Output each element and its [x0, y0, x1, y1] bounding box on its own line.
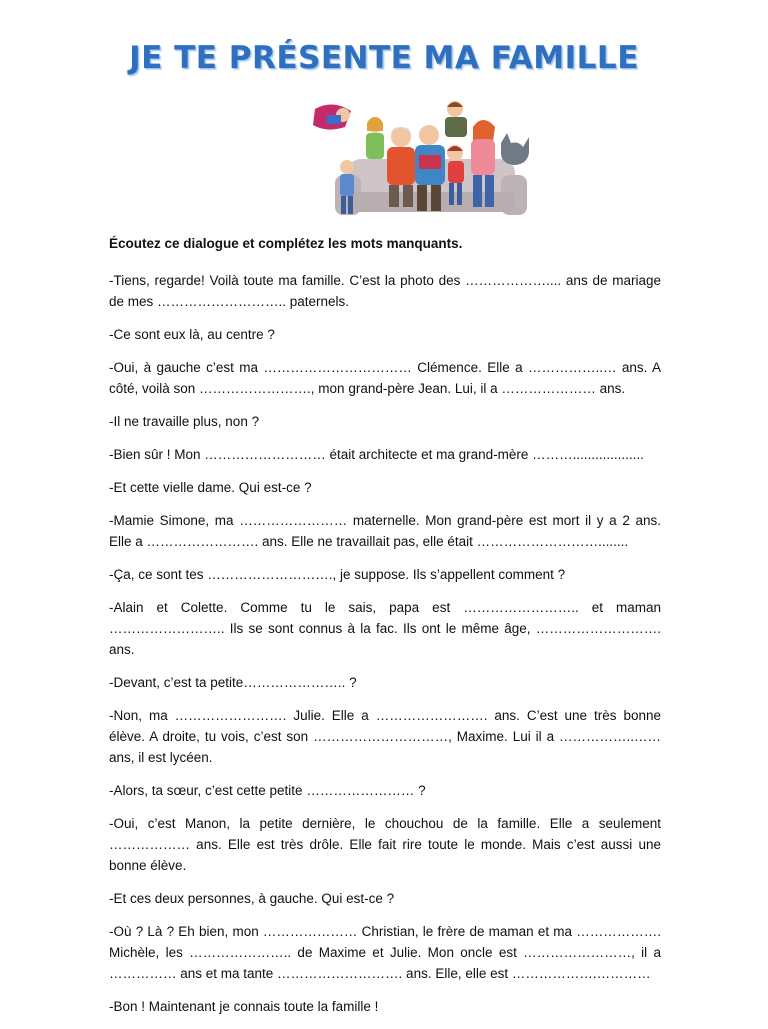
- instruction-text: Écoutez ce dialogue et complétez les mots manquants.: [109, 236, 463, 251]
- dialogue-line: -Mamie Simone, ma …………………… maternelle. Mon grand-père est mort il y a 2 ans. Elle a ……………………. ans. Elle ne travaillait pas, elle était ………………………........: [109, 513, 661, 549]
- dialogue-line: -Alors, ta sœur, c’est cette petite …………………… ?: [109, 783, 426, 798]
- dialogue-line: -Non, ma ……………………. Julie. Elle a ……………………. ans. C’est une très bonne élève. A droite, tu vois, c’est son …………………………, Maxime. Lui il a ……………..…… ans, il est lycéen.: [109, 708, 661, 765]
- dialogue-line: -Ce sont eux là, au centre ?: [109, 327, 275, 342]
- dialogue-line: -Alain et Colette. Comme tu le sais, papa est …………………….. et maman …………………….. Ils se sont connus à la fac. Ils ont le même âge, ………………………. ans.: [109, 600, 661, 657]
- dialogue-line: -Oui, c’est Manon, la petite dernière, le chouchou de la famille. Elle a seulement ……………… ans. Elle est très drôle. Elle fait rire toute le monde. Mais c’est aussi une bonne élève.: [109, 816, 661, 873]
- family-portrait-illustration: [305, 97, 548, 224]
- dialogue-line: -Et ces deux personnes, à gauche. Qui est-ce ?: [109, 891, 395, 906]
- page-title: JE TE PRÉSENTE MA FAMILLE: [129, 40, 639, 76]
- dialogue-line: -Bon ! Maintenant je connais toute la famille !: [109, 999, 379, 1014]
- dialogue-line: -Et cette vielle dame. Qui est-ce ?: [109, 480, 312, 495]
- dialogue-line: -Oui, à gauche c’est ma …………………………… Clémence. Elle a ……………..… ans. A côté, voilà son ……………………., mon grand-père Jean. Lui, il a ………………… ans.: [109, 360, 661, 396]
- dialogue-line: -Bien sûr ! Mon ……………………… était architecte et ma grand-mère ………...................: [109, 447, 644, 462]
- dialogue-line: -Ça, ce sont tes ………………………., je suppose. Ils s’appellent comment ?: [109, 567, 566, 582]
- dialogue-line: -Il ne travaille plus, non ?: [109, 414, 260, 429]
- dialogue-line: -Où ? Là ? Eh bien, mon ………………… Christian, le frère de maman et ma ………………. Michèle, les ………………….. de Maxime et Julie. Mon oncle est ……………………, il a …………… ans et ma tante ………………………. ans. Elle, elle est ……………….…………: [109, 924, 661, 981]
- dialogue-line: -Devant, c’est ta petite………………….. ?: [109, 675, 357, 690]
- dialogue-line: -Tiens, regarde! Voilà toute ma famille. C’est la photo des ……………….... ans de mariage de mes ……………………….. paternels.: [109, 273, 661, 309]
- dialogue-section: [109, 270, 661, 1029]
